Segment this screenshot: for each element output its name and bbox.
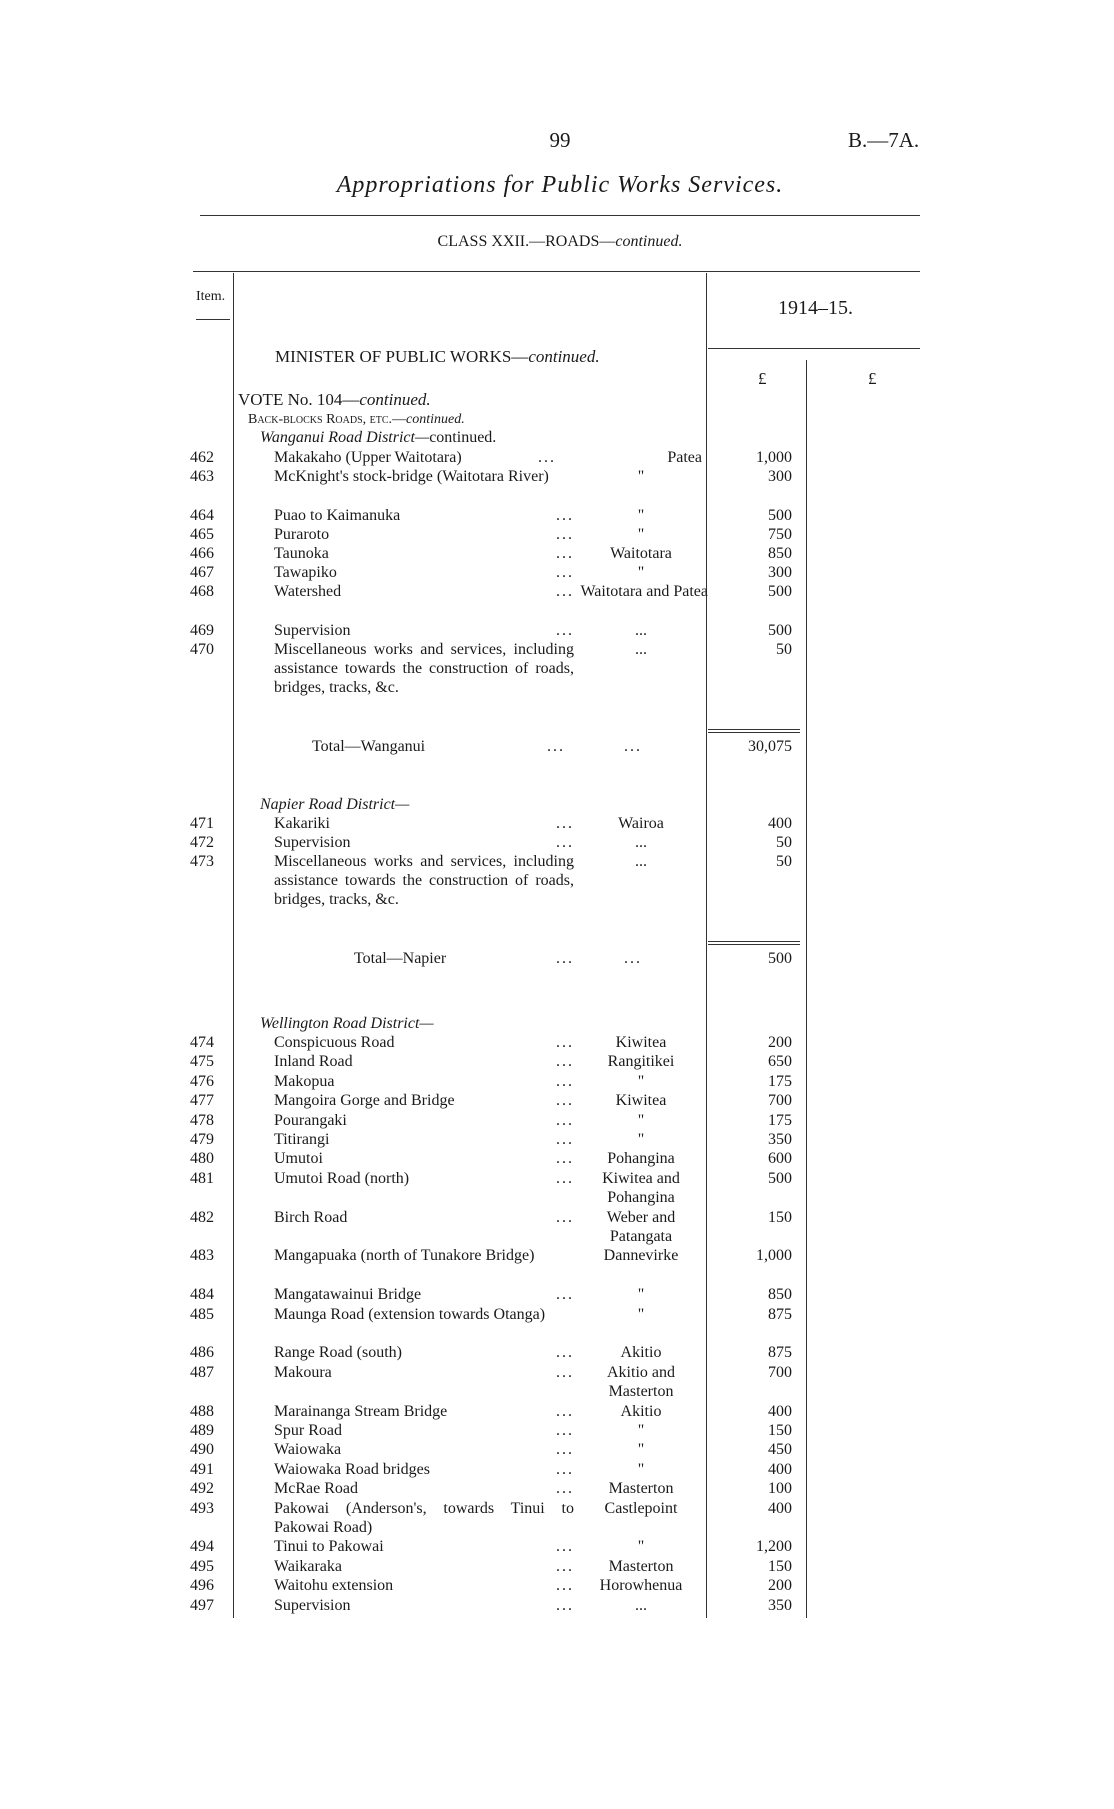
item-number: 495 xyxy=(190,1557,214,1575)
amount-value: 875 xyxy=(768,1344,792,1362)
amount-value: 700 xyxy=(768,1092,792,1110)
leader-dots: ... xyxy=(556,1577,574,1595)
amount-value: 400 xyxy=(768,1402,792,1420)
item-number: 468 xyxy=(190,583,214,600)
amount-value: 1,000 xyxy=(756,449,792,466)
item-number: 475 xyxy=(190,1053,214,1071)
county-name: Weber and Patangata xyxy=(606,1208,676,1245)
item-number: 486 xyxy=(190,1344,214,1362)
county-name: " xyxy=(637,1131,645,1148)
amount-value: 400 xyxy=(768,1499,792,1517)
item-column-header: Item. xyxy=(196,289,226,304)
item-number: 477 xyxy=(190,1092,214,1110)
item-description: Pourangaki xyxy=(274,1111,347,1129)
item-description: Taunoka xyxy=(274,545,329,562)
county-name: Akitio xyxy=(620,1402,662,1420)
item-description: McKnight's stock-bridge (Waitotara River) xyxy=(274,468,549,485)
document-reference: B.—7A. xyxy=(848,128,920,152)
item-description: Watershed xyxy=(274,583,342,600)
amount-value: 175 xyxy=(768,1111,792,1129)
item-description: Miscellaneous works and services, including assistance towards the construction of roads, bridges, tracks, &c. xyxy=(274,641,574,696)
county-name: " xyxy=(637,507,645,524)
item-number: 474 xyxy=(190,1034,214,1051)
amount-value: 450 xyxy=(768,1441,792,1459)
amount-value: 50 xyxy=(776,641,792,658)
leader-dots: ... xyxy=(556,1441,574,1459)
leader-dots: ... xyxy=(556,834,574,851)
county-name: " xyxy=(637,564,645,581)
item-number: 478 xyxy=(190,1111,214,1129)
item-description: Pakowai (Anderson's, towards Tinui to Pakowai Road) xyxy=(274,1499,574,1536)
page-number: 99 xyxy=(549,128,571,152)
amount-value: 500 xyxy=(768,583,792,600)
leader-dots: ... xyxy=(556,1363,574,1381)
county-name: " xyxy=(637,1422,645,1439)
county-name: ... xyxy=(635,641,647,658)
item-description: Supervision xyxy=(274,622,351,639)
leader-dots: ... xyxy=(556,1344,574,1362)
vote-heading-continued: continued. xyxy=(359,390,431,409)
wanganui-heading-main: Wanganui Road District— xyxy=(260,429,430,446)
napier-district-heading: Napier Road District— xyxy=(260,796,410,813)
item-number: 464 xyxy=(190,507,214,524)
leader-dots: ... xyxy=(556,1538,574,1556)
leader-dots: ... xyxy=(556,1460,574,1478)
item-description: Waiowaka Road bridges xyxy=(274,1460,430,1478)
minister-heading xyxy=(275,347,600,367)
leader-dots: ... xyxy=(556,1111,574,1129)
class-heading-main: CLASS XXII.—ROADS— xyxy=(437,233,616,250)
county-name: Wairoa xyxy=(618,815,664,832)
item-number: 490 xyxy=(190,1441,214,1459)
item-column-rule xyxy=(233,273,234,1618)
leader-dots: ... xyxy=(556,1402,574,1420)
item-number: 487 xyxy=(190,1363,214,1381)
amount-value: 200 xyxy=(768,1034,792,1051)
amount-value: 150 xyxy=(768,1208,792,1226)
amount-value: 300 xyxy=(768,468,792,485)
county-name: " xyxy=(637,1441,645,1459)
amount-value: 1,200 xyxy=(756,1538,792,1556)
minister-heading-continued: continued. xyxy=(528,347,600,366)
amount-value: 750 xyxy=(768,526,792,543)
backblocks-heading-main: Back-blocks Roads, etc.— xyxy=(248,412,407,427)
backblocks-heading xyxy=(248,410,465,429)
class-heading xyxy=(260,233,860,251)
leader-dots: ... xyxy=(556,1072,574,1090)
county-name: " xyxy=(637,1072,645,1090)
county-name: Masterton xyxy=(608,1557,674,1575)
county-name: Pohangina xyxy=(607,1150,675,1168)
county-name: Kiwitea xyxy=(615,1092,667,1110)
item-description: Puraroto xyxy=(274,526,330,543)
item-number: 465 xyxy=(190,526,214,543)
leader-dots: ... xyxy=(556,622,574,639)
item-number: 489 xyxy=(190,1422,214,1439)
leader-dots: ... xyxy=(556,583,574,600)
leader-dots: ... xyxy=(556,526,574,543)
leader-dots: ... xyxy=(538,449,556,466)
leader-dots: ... xyxy=(556,1150,574,1168)
item-description: Umutoi xyxy=(274,1150,323,1168)
item-description: Supervision xyxy=(274,834,351,851)
item-description: Birch Road xyxy=(274,1208,348,1226)
amount-value: 600 xyxy=(768,1150,792,1168)
item-description: Waikaraka xyxy=(274,1557,342,1575)
total-rule xyxy=(708,944,800,945)
item-number: 469 xyxy=(190,622,214,639)
leader-dots: ... xyxy=(556,1422,574,1439)
total-amount: 30,075 xyxy=(748,738,792,755)
item-number: 483 xyxy=(190,1247,214,1265)
county-name: Akitio and Masterton xyxy=(607,1363,675,1400)
class-heading-continued: continued. xyxy=(615,233,683,250)
leader-dots: ... xyxy=(556,1053,574,1071)
county-name: " xyxy=(637,1305,645,1323)
item-description: Maunga Road (extension towards Otanga) xyxy=(274,1305,546,1323)
amount-value: 175 xyxy=(768,1072,792,1090)
total-rule xyxy=(708,732,800,733)
item-description: Supervision xyxy=(274,1596,351,1614)
county-name: ... xyxy=(635,834,647,851)
item-description: Mangatawainui Bridge xyxy=(274,1286,422,1304)
item-number: 473 xyxy=(190,853,214,870)
amount-value: 700 xyxy=(768,1363,792,1381)
item-number: 484 xyxy=(190,1286,214,1304)
amount-value: 500 xyxy=(768,507,792,524)
item-description: Waiowaka xyxy=(274,1441,342,1459)
item-number: 481 xyxy=(190,1169,214,1187)
vote-heading-main: VOTE No. 104— xyxy=(238,390,360,409)
amount-value: 150 xyxy=(768,1422,792,1439)
county-name: Masterton xyxy=(608,1480,674,1498)
amount-value: 500 xyxy=(768,1169,792,1187)
leader-dots: ... xyxy=(556,1169,574,1187)
county-name: ... xyxy=(635,1596,647,1614)
backblocks-heading-continued: continued. xyxy=(406,412,465,427)
amount-value: 875 xyxy=(768,1305,792,1323)
amount-value: 200 xyxy=(768,1577,792,1595)
item-header-rule xyxy=(196,319,230,320)
amount-value: 50 xyxy=(776,853,792,870)
item-number: 480 xyxy=(190,1150,214,1168)
leader-dots: ... xyxy=(624,950,642,967)
leader-dots: ... xyxy=(556,1092,574,1110)
total-label: Total—Napier xyxy=(354,950,447,967)
item-description: Inland Road xyxy=(274,1053,353,1071)
leader-dots: ... xyxy=(556,564,574,581)
table-top-rule xyxy=(193,271,920,272)
item-number: 488 xyxy=(190,1402,214,1420)
amount-value: 150 xyxy=(768,1557,792,1575)
vote-heading xyxy=(238,390,431,409)
item-number: 492 xyxy=(190,1480,214,1498)
item-number: 491 xyxy=(190,1460,214,1478)
leader-dots: ... xyxy=(556,545,574,562)
leader-dots: ... xyxy=(556,815,574,832)
county-name: Rangitikei xyxy=(607,1053,675,1071)
county-name: ... xyxy=(635,853,647,870)
amount-value: 400 xyxy=(768,815,792,832)
wanganui-heading-continued: continued. xyxy=(429,429,497,446)
item-description: McRae Road xyxy=(274,1480,358,1498)
item-number: 479 xyxy=(190,1131,214,1148)
total-amount: 500 xyxy=(768,950,792,967)
amount-value: 500 xyxy=(768,622,792,639)
amount-value: 400 xyxy=(768,1460,792,1478)
item-description: Makopua xyxy=(274,1072,335,1090)
year-header-rule xyxy=(708,348,920,349)
leader-dots: ... xyxy=(556,1286,574,1304)
title-rule xyxy=(200,215,920,216)
leader-dots: ... xyxy=(556,1131,574,1148)
amount-value: 1,000 xyxy=(756,1247,792,1265)
county-name: " xyxy=(637,468,645,485)
county-name: Horowhenua xyxy=(599,1577,683,1595)
item-description: Mangapuaka (north of Tunakore Bridge) xyxy=(274,1247,535,1265)
item-number: 462 xyxy=(190,449,214,466)
total-rule xyxy=(708,941,800,942)
county-name: " xyxy=(637,1538,645,1556)
leader-dots: ... xyxy=(556,950,574,967)
item-description: Miscellaneous works and services, including assistance towards the construction of roads, bridges, tracks, &c. xyxy=(274,853,574,908)
county-name: Patea xyxy=(667,449,702,466)
county-name: " xyxy=(637,1460,645,1478)
county-name: " xyxy=(637,526,645,543)
total-rule xyxy=(708,729,800,730)
amount-value: 300 xyxy=(768,564,792,581)
item-description: Titirangi xyxy=(274,1131,330,1148)
currency-symbol-1: £ xyxy=(758,369,767,388)
item-description: Range Road (south) xyxy=(274,1344,402,1362)
item-description: Tawapiko xyxy=(274,564,337,581)
amount-value: 850 xyxy=(768,545,792,562)
amount-value: 850 xyxy=(768,1286,792,1304)
county-name: ... xyxy=(635,622,647,639)
item-number: 497 xyxy=(190,1596,214,1614)
county-name: Akitio xyxy=(620,1344,662,1362)
county-name: Dannevirke xyxy=(603,1247,679,1265)
item-description: Tinui to Pakowai xyxy=(274,1538,384,1556)
item-number: 466 xyxy=(190,545,214,562)
item-number: 467 xyxy=(190,564,214,581)
wanganui-district-heading xyxy=(260,428,496,447)
page-title: Appropriations for Public Works Services. xyxy=(336,172,784,198)
item-number: 493 xyxy=(190,1499,214,1517)
county-name: Waitotara and Patea xyxy=(580,583,708,600)
leader-dots: ... xyxy=(624,738,642,755)
leader-dots: ... xyxy=(556,1480,574,1498)
county-name: Waitotara xyxy=(610,545,672,562)
amount-value: 350 xyxy=(768,1596,792,1614)
item-description: Makoura xyxy=(274,1363,332,1381)
amount-value: 350 xyxy=(768,1131,792,1148)
amount-value: 50 xyxy=(776,834,792,851)
item-description: Umutoi Road (north) xyxy=(274,1169,410,1187)
county-name: " xyxy=(637,1111,645,1129)
item-description: Marainanga Stream Bridge xyxy=(274,1402,448,1420)
amount-value: 100 xyxy=(768,1480,792,1498)
leader-dots: ... xyxy=(556,1034,574,1051)
minister-heading-main: MINISTER OF PUBLIC WORKS— xyxy=(275,347,529,366)
item-number: 494 xyxy=(190,1538,214,1556)
leader-dots: ... xyxy=(556,1596,574,1614)
amount-value: 650 xyxy=(768,1053,792,1071)
item-number: 471 xyxy=(190,815,214,832)
county-name: Kiwitea xyxy=(615,1034,667,1051)
wellington-district-heading: Wellington Road District— xyxy=(260,1015,434,1032)
leader-dots: ... xyxy=(556,507,574,524)
county-name: Kiwitea and Pohangina xyxy=(602,1169,680,1206)
total-label: Total—Wanganui xyxy=(312,738,426,755)
item-number: 485 xyxy=(190,1305,214,1323)
item-description: Conspicuous Road xyxy=(274,1034,395,1051)
item-number: 482 xyxy=(190,1208,214,1226)
currency-symbol-2: £ xyxy=(868,369,877,388)
county-name: " xyxy=(637,1286,645,1304)
county-name: Castlepoint xyxy=(604,1499,678,1517)
item-description: Makakaho (Upper Waitotara) xyxy=(274,449,462,466)
leader-dots: ... xyxy=(556,1557,574,1575)
item-description: Puao to Kaimanuka xyxy=(274,507,401,524)
item-number: 476 xyxy=(190,1072,214,1090)
item-number: 463 xyxy=(190,468,214,485)
item-description: Spur Road xyxy=(274,1422,342,1439)
item-description: Mangoira Gorge and Bridge xyxy=(274,1092,455,1110)
leader-dots: ... xyxy=(556,1208,574,1226)
leader-dots: ... xyxy=(547,738,565,755)
item-number: 496 xyxy=(190,1577,214,1595)
amount-column-rule xyxy=(806,360,807,1618)
item-number: 470 xyxy=(190,641,214,658)
county-column-rule xyxy=(706,273,707,1618)
item-description: Waitohu extension xyxy=(274,1577,394,1595)
item-number: 472 xyxy=(190,834,214,851)
item-description: Kakariki xyxy=(274,815,330,832)
year-column-header: 1914–15. xyxy=(778,297,853,319)
